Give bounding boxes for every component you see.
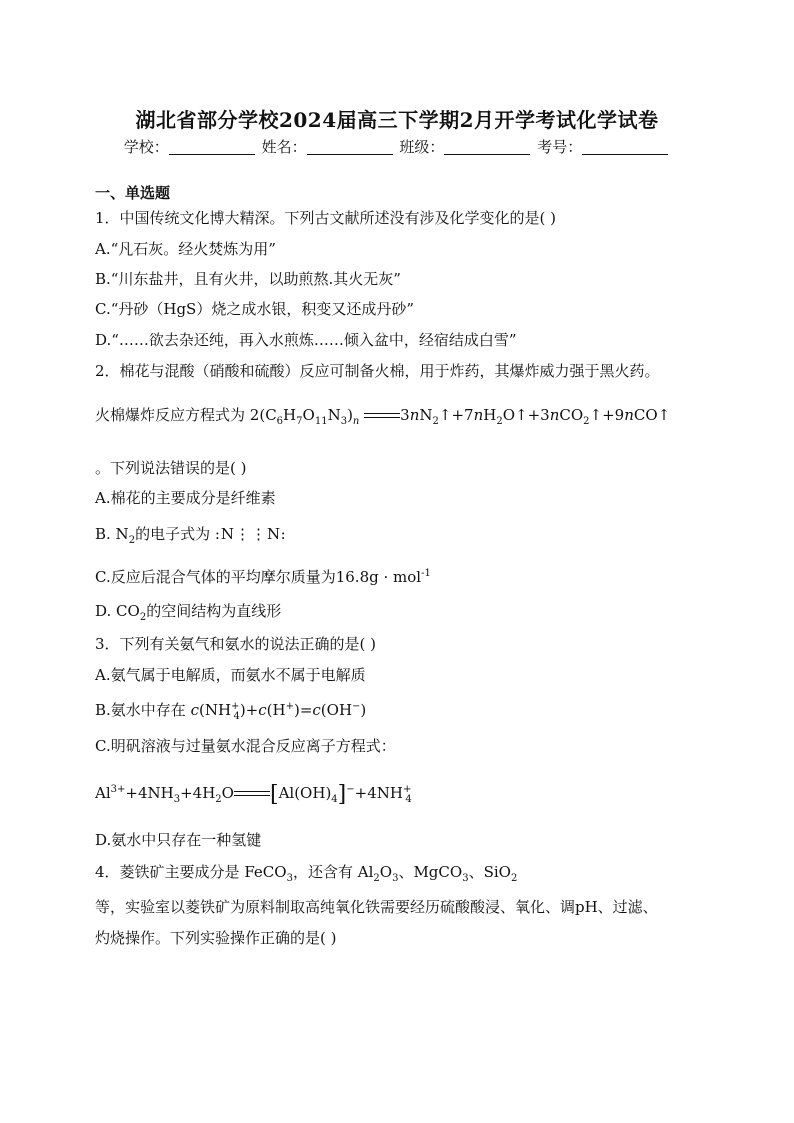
q1-stem: 1．中国传统文化博大精深。下列古文献所述没有涉及化学变化的是( ) (95, 209, 557, 227)
exam-title: 湖北省部分学校2024届高三下学期2月开学考试化学试卷 (135, 108, 659, 132)
q3-b-formula: $c(NH^+_4)+c(H^+)=c(OH^-)$ (190, 701, 367, 722)
q4-line3: 灼烧操作。下列实验操作正确的是( ) (95, 929, 337, 947)
number-label: 考号： (537, 138, 583, 156)
q1-option-d: D.“……欲去杂还纯，再入水煎炼……倾入盆中，经宿结成白雪” (95, 331, 517, 349)
q3-option-a: A.氨气属于电解质，而氨水不属于电解质 (95, 666, 366, 684)
q3-option-b: B.氨水中存在 $c(NH^+_4)+c(H^+)=c(OH^-)$ (95, 701, 367, 722)
number-blank[interactable] (582, 140, 668, 155)
student-info-row (0, 136, 794, 157)
q3-ionic-equation: $Al^{3+}+4NH_3+4H_2O$ $[Al(OH)_4]^-+4NH^+_4$ (95, 782, 412, 807)
name-blank[interactable] (307, 140, 393, 155)
school-blank[interactable] (169, 140, 255, 155)
q2-equation: $2(C_6H_7O_{11}N_3)_n$ $3nN_2↑+7nH_2O↑+3nCO_2↑+9nCO↑$ (249, 406, 671, 427)
q1-option-c: C.“丹砂（HgS）烧之成水银，积变又还成丹砂” (95, 300, 415, 318)
q4-line2: 等，实验室以菱铁矿为原料制取高纯氧化铁需要经历硫酸酸浸、氧化、调pH、过滤、 (95, 898, 658, 916)
q2-option-b: B. $N_2$的电子式为 :N⋮⋮N: (95, 525, 287, 546)
electron-formula: :N⋮⋮N: (214, 525, 287, 543)
class-blank[interactable] (444, 140, 530, 155)
q2-equation-line (95, 404, 670, 427)
school-label: 学校： (123, 138, 169, 156)
q2-option-c: C.反应后混合气体的平均摩尔质量为16.8g · mol$^{-1}$ (95, 568, 431, 586)
class-label: 班级： (399, 138, 445, 156)
q2-equation-prefix: 火棉爆炸反应方程式为 (95, 406, 246, 424)
q2-option-a: A.棉花的主要成分是纤维素 (95, 489, 276, 507)
equals-arrow (364, 411, 400, 421)
q1-option-b: B.“川东盐井，且有火井，以助煎熬.其火无灰” (95, 270, 401, 288)
q3-option-d: D.氨水中只存在一种氢键 (95, 831, 262, 849)
section-heading: 一、单选题 (95, 184, 171, 202)
q1-option-a: A.“凡石灰。经火焚炼为用” (95, 240, 276, 258)
q2-stem: 2．棉花与混酸（硝酸和硫酸）反应可制备火棉，用于炸药，其爆炸威力强于黑火药。 (95, 362, 660, 380)
equals-arrow (234, 789, 270, 799)
q3-option-c: C.明矾溶液与过量氨水混合反应离子方程式： (95, 737, 396, 755)
q2-option-d: D. $CO_2$的空间结构为直线形 (95, 602, 282, 623)
q3-stem: 3．下列有关氨气和氨水的说法正确的是( ) (95, 635, 377, 653)
q4-stem: 4．菱铁矿主要成分是 FeCO$_3$，还含有 $Al_2O_3$、MgCO$_3$、SiO$_2$ (95, 863, 518, 884)
name-label: 姓名： (261, 138, 307, 156)
q2-question: 。下列说法错误的是( ) (95, 459, 247, 477)
